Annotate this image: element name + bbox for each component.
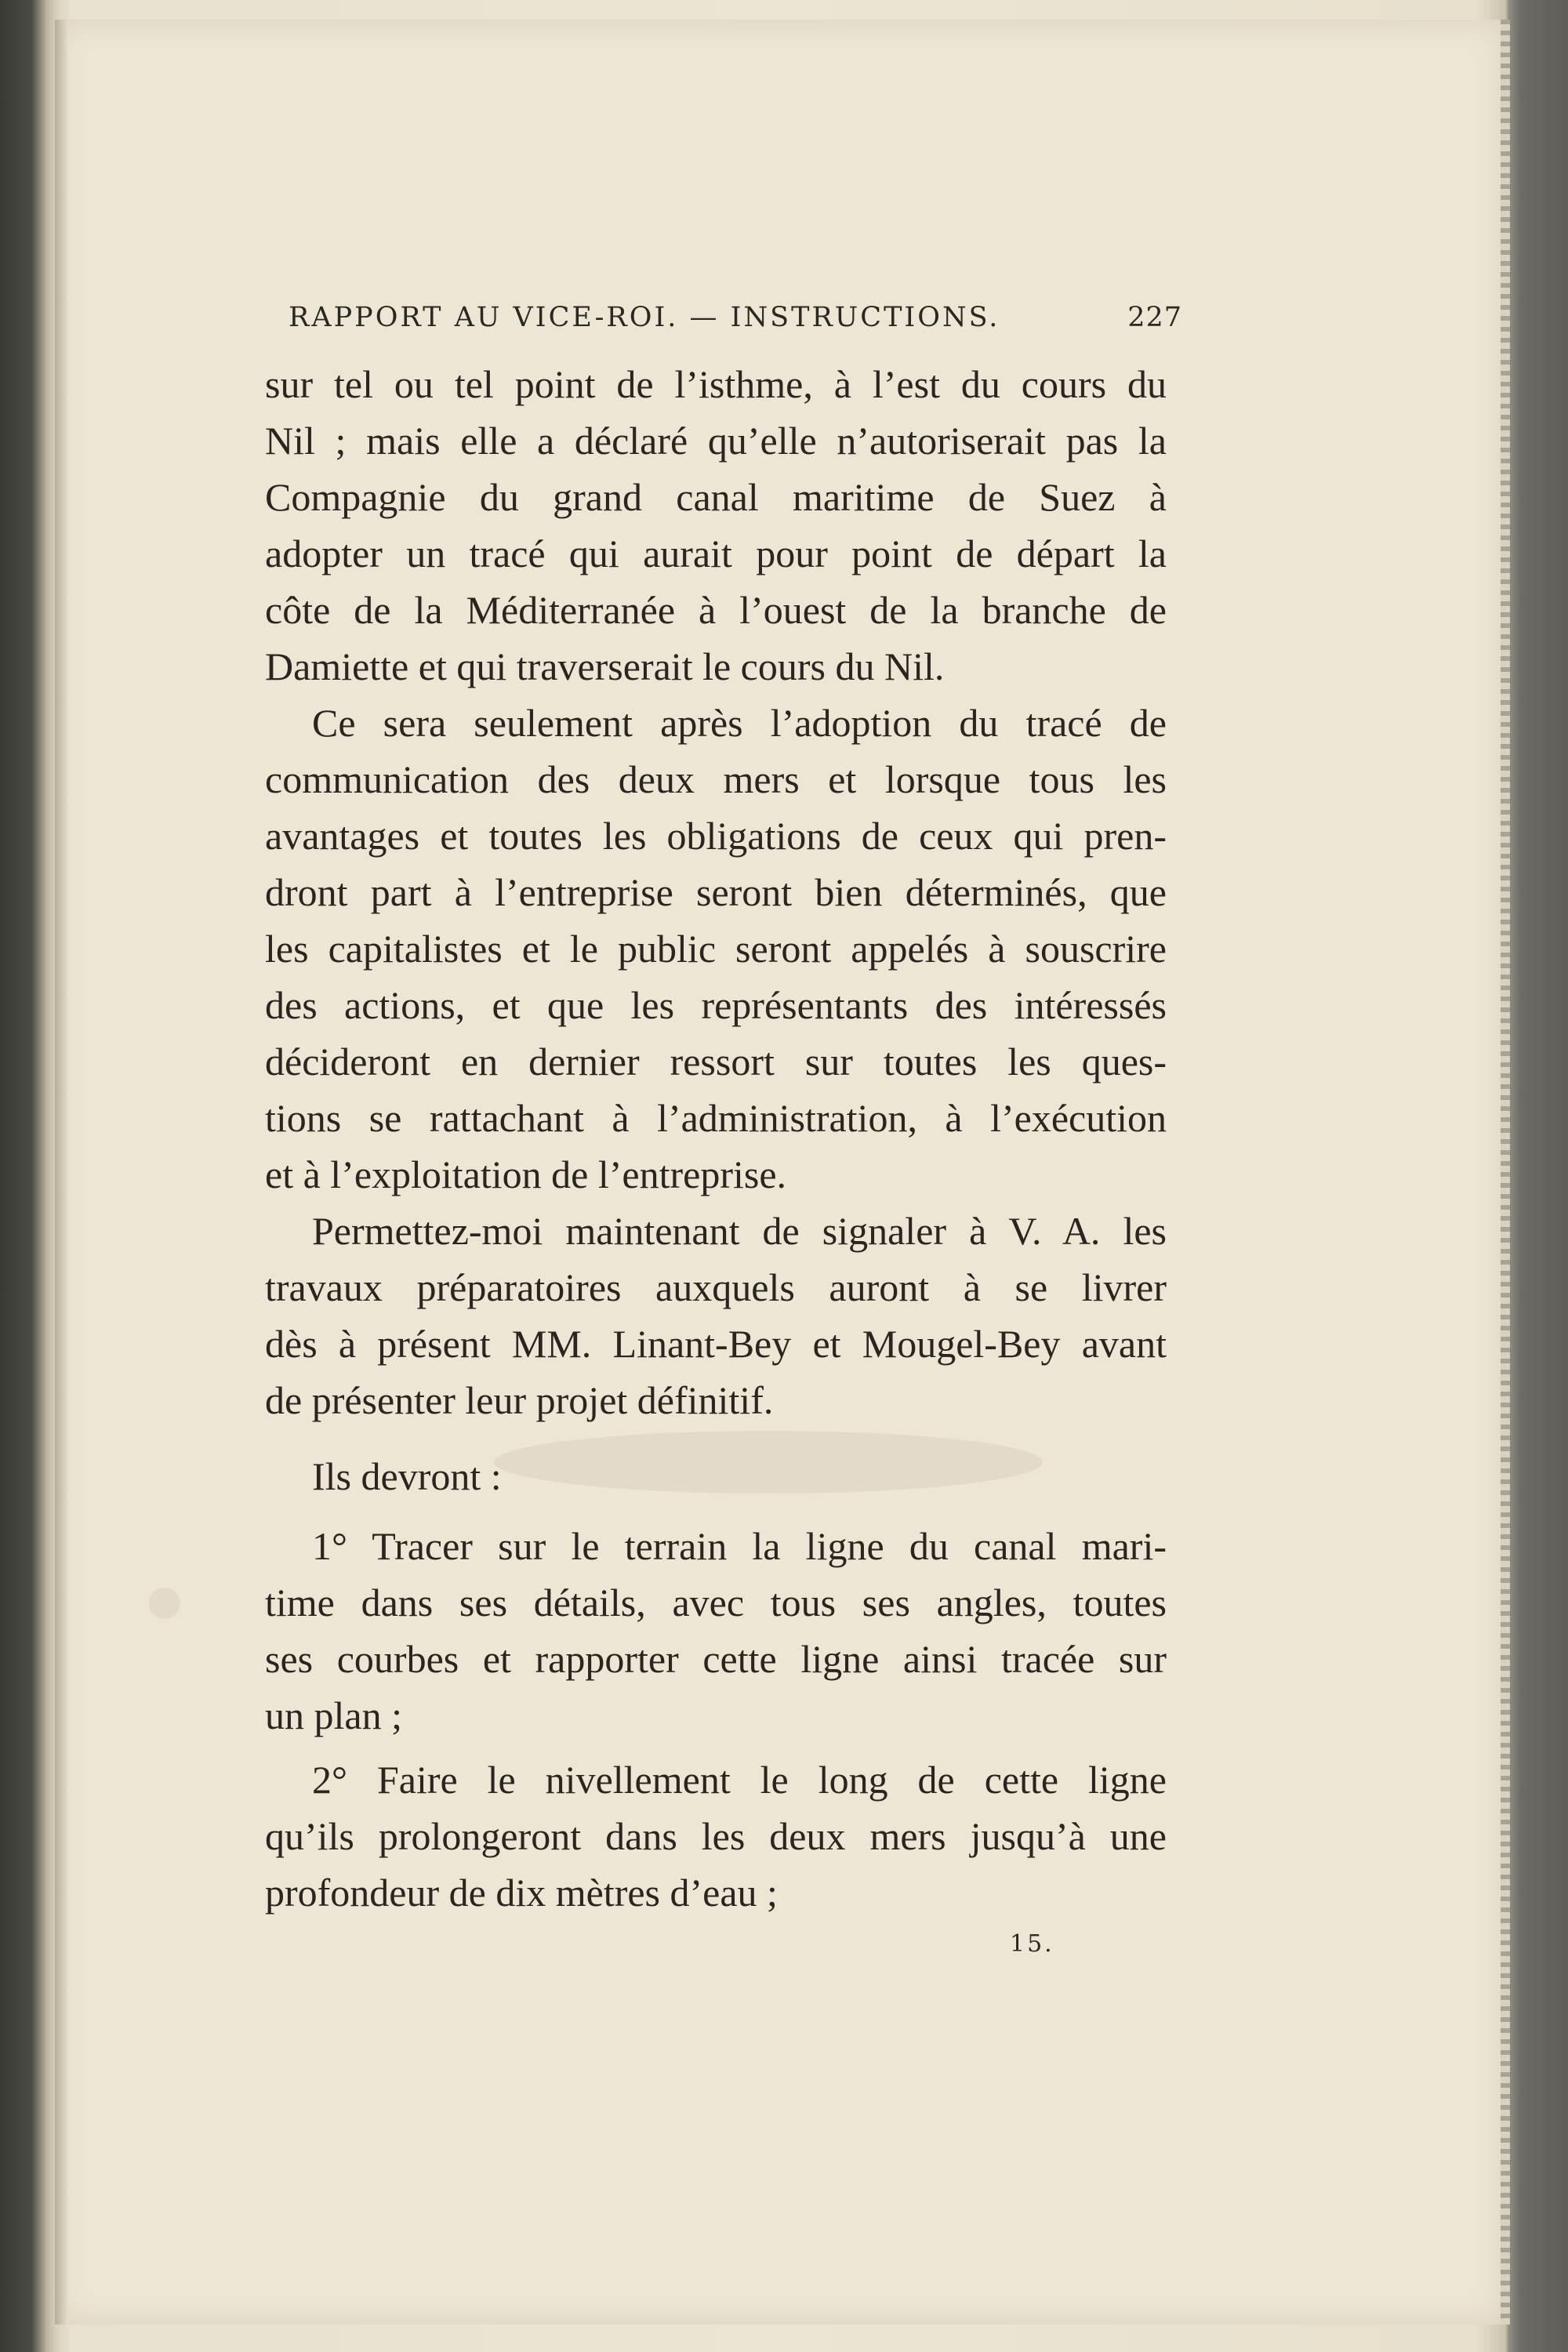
text-line: time dans ses détails, avec tous ses angles, toutes [265, 1581, 1167, 1624]
text-line: Nil ; mais elle a déclaré qu’elle n’autoriserait pas la [265, 419, 1167, 463]
text-line: avantages et toutes les obligations de ceux qui pren- [265, 814, 1167, 858]
text-line: Damiette et qui traverserait le cours du Nil. [265, 644, 945, 688]
text-line: dès à présent MM. Linant-Bey et Mougel-Bey avant [265, 1322, 1167, 1366]
text-line: tions se rattachant à l’administration, à l’exécution [265, 1096, 1167, 1140]
running-head [289, 302, 1182, 333]
text-line: Ce sera seulement après l’adoption du tracé de [312, 701, 1167, 745]
text-line: qu’ils prolongeront dans les deux mers jusqu’à une [265, 1814, 1167, 1858]
text-line: des actions, et que les représentants des intéressés [265, 983, 1167, 1027]
text-line: ses courbes et rapporter cette ligne ainsi tracée sur [265, 1637, 1167, 1681]
paper-stain [149, 1588, 180, 1619]
page-gutter [55, 20, 67, 2325]
signature-mark: 15. [1010, 1930, 1054, 1958]
text-line: adopter un tracé qui aurait pour point de départ la [265, 532, 1167, 575]
text-line: de présenter leur projet définitif. [265, 1378, 774, 1422]
page-number: 227 [1127, 302, 1182, 333]
text-line: Compagnie du grand canal maritime de Suez à [265, 475, 1167, 519]
text-line: Permettez-moi maintenant de signaler à V. A. les [312, 1209, 1167, 1253]
text-line: et à l’exploitation de l’entreprise. [265, 1152, 787, 1196]
text-line: décideront en dernier ressort sur toutes les ques- [265, 1040, 1167, 1083]
text-line: dront part à l’entreprise seront bien déterminés, que [265, 870, 1167, 914]
text-line: sur tel ou tel point de l’isthme, à l’est du cours du [265, 362, 1167, 406]
page-edge [1501, 20, 1510, 2325]
text-line: côte de la Méditerranée à l’ouest de la branche de [265, 588, 1167, 632]
text-line: Ils devront : [312, 1454, 502, 1498]
text-line: les capitalistes et le public seront appelés à souscrire [265, 927, 1167, 971]
running-head-title: RAPPORT AU VICE-ROI. — INSTRUCTIONS. [289, 302, 1000, 333]
text-line: 1° Tracer sur le terrain la ligne du canal mari- [312, 1524, 1167, 1568]
text-line: 2° Faire le nivellement le long de cette ligne [312, 1758, 1167, 1802]
text-line: profondeur de dix mètres d’eau ; [265, 1871, 778, 1915]
text-line: un plan ; [265, 1693, 402, 1737]
text-line: communication des deux mers et lorsque tous les [265, 757, 1167, 801]
text-line: travaux préparatoires auxquels auront à se livrer [265, 1265, 1167, 1309]
